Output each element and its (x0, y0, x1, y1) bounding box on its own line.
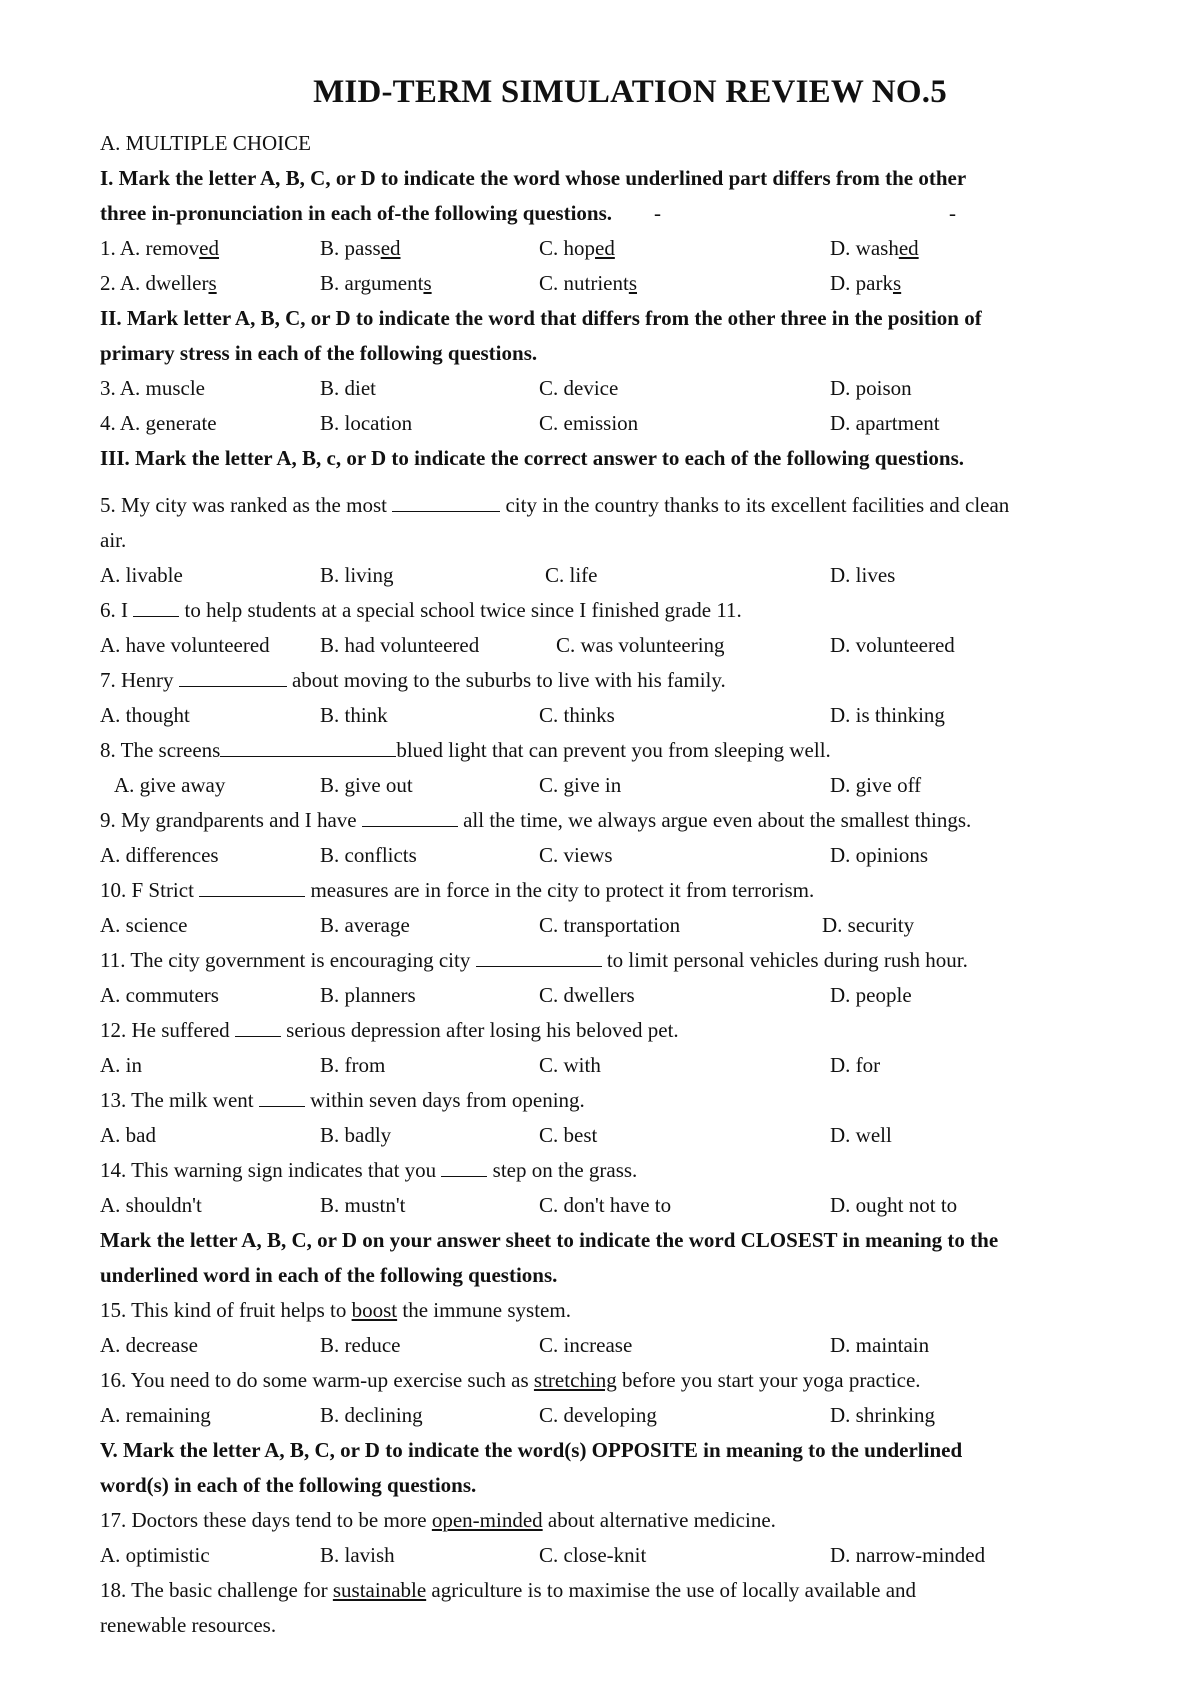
q2-option-d-text: D. park (830, 271, 893, 295)
q13-option-c[interactable]: C. best (539, 1123, 598, 1147)
q18-stem-end: agriculture is to maximise the use of locally available and (431, 1578, 917, 1602)
q8-options (100, 768, 1160, 803)
q6-options (100, 628, 1160, 663)
q5-options (100, 558, 1160, 593)
q13-blank[interactable] (259, 1084, 305, 1107)
q2-option-c-underlined: s (628, 271, 638, 295)
q14-stem (100, 1153, 1160, 1188)
q11-option-c[interactable]: C. dwellers (539, 983, 635, 1007)
q17-option-b[interactable]: B. lavish (320, 1543, 395, 1567)
q12-stem-start: 12. He suffered (100, 1018, 230, 1042)
q2-option-c-text: C. nutrient (539, 271, 629, 295)
section-a-heading: A. MULTIPLE CHOICE (100, 131, 311, 155)
q13-stem-end: within seven days from opening. (310, 1088, 585, 1112)
q2-option-a-underlined: s (208, 271, 217, 295)
q12-option-a[interactable]: A. in (100, 1053, 142, 1077)
q7-option-d[interactable]: D. is thinking (830, 703, 945, 727)
q1-option-d[interactable] (830, 231, 919, 266)
q17-stem-start: 17. Doctors these days tend to be more (100, 1508, 427, 1532)
q12-option-b[interactable]: B. from (320, 1053, 386, 1077)
q18-stem-start: 18. The basic challenge for (100, 1578, 328, 1602)
q17-option-a[interactable]: A. optimistic (100, 1543, 210, 1567)
q1-option-c[interactable] (539, 231, 615, 266)
q6-option-c[interactable]: C. was volunteering (556, 633, 725, 657)
q9-blank[interactable] (362, 804, 458, 827)
q11-options (100, 978, 1160, 1013)
q6-stem-start: 6. I (100, 598, 128, 622)
q14-option-b[interactable]: B. mustn't (320, 1193, 406, 1217)
q2-option-a[interactable] (100, 266, 217, 301)
q1-option-b-underlined: ed (380, 236, 401, 260)
q5-option-a[interactable]: A. livable (100, 563, 183, 587)
q12-blank[interactable] (235, 1014, 281, 1037)
q3-option-d[interactable]: D. poison (830, 376, 912, 400)
stray-mark-2: - (949, 201, 957, 225)
worksheet-page (100, 72, 1160, 1643)
q11-blank[interactable] (476, 944, 602, 967)
q15-stem-end: the immune system. (402, 1298, 571, 1322)
q12-stem (100, 1013, 1160, 1048)
q2-option-b-text: B. argument (320, 271, 424, 295)
q14-option-a[interactable]: A. shouldn't (100, 1193, 202, 1217)
q7-options (100, 698, 1160, 733)
q17-underlined-word: open-minded (431, 1508, 543, 1532)
q3-option-a[interactable] (100, 371, 205, 406)
q13-option-d[interactable]: D. well (830, 1123, 892, 1147)
q9-option-a[interactable]: A. differences (100, 843, 219, 867)
q1-option-a[interactable] (100, 231, 219, 266)
stray-mark-1: - (654, 201, 662, 225)
part2-instruction-line2: primary stress in each of the following questions. (100, 341, 538, 365)
q13-stem (100, 1083, 1160, 1118)
q3-option-a-text: A. muscle (119, 376, 205, 400)
q11-option-d[interactable]: D. people (830, 983, 912, 1007)
q10-stem-start: 10. F Strict (100, 878, 194, 902)
q5-stem-end: city in the country thanks to its excellent facilities and clean (505, 493, 1010, 517)
q9-stem (100, 803, 1160, 838)
q6-option-b[interactable]: B. had volunteered (320, 633, 480, 657)
q7-stem (100, 663, 1160, 698)
q1-option-c-underlined: ed (595, 236, 615, 260)
q1-option-b-text: B. pass (320, 236, 381, 260)
q4-option-a[interactable] (100, 406, 217, 441)
q3-option-c[interactable]: C. device (539, 376, 619, 400)
q14-option-c[interactable]: C. don't have to (539, 1193, 672, 1217)
q10-stem-end: measures are in force in the city to protect it from terrorism. (310, 878, 815, 902)
q13-option-a[interactable]: A. bad (100, 1123, 156, 1147)
q8-blank[interactable] (220, 734, 396, 757)
q10-option-c[interactable]: C. transportation (539, 913, 681, 937)
q6-option-d[interactable]: D. volunteered (830, 633, 955, 657)
part5-instruction-line1: V. Mark the letter A, B, C, or D to indicate the word(s) OPPOSITE in meaning to the underlined (100, 1438, 963, 1462)
part1-instruction-line1: I. Mark the letter A, B, C, or D to indicate the word whose underlined part differs from the other (100, 166, 967, 190)
q1-option-b[interactable] (320, 231, 401, 266)
q15-option-b[interactable]: B. reduce (320, 1333, 401, 1357)
q16-option-b[interactable]: B. declining (320, 1403, 423, 1427)
q7-stem-start: 7. Henry (100, 668, 174, 692)
q2-option-d[interactable] (830, 266, 901, 301)
q12-options (100, 1048, 1160, 1083)
q12-stem-end: serious depression after losing his beloved pet. (286, 1018, 679, 1042)
q13-option-b[interactable]: B. badly (320, 1123, 392, 1147)
q10-stem (100, 873, 1160, 908)
part3-instruction: III. Mark the letter A, B, c, or D to indicate the correct answer to each of the following questions. (100, 446, 964, 470)
q3-options (100, 371, 1160, 406)
q16-underlined-word: stretching (533, 1368, 617, 1392)
q3-number: 3. (100, 376, 116, 400)
q8-option-b[interactable]: B. give out (320, 773, 413, 797)
q16-stem-end: before you start your yoga practice. (621, 1368, 921, 1392)
q4-options (100, 406, 1160, 441)
q7-option-a[interactable]: A. thought (100, 703, 190, 727)
q2-options (100, 266, 1160, 301)
q6-stem-end: to help students at a special school twice since I finished grade 11. (184, 598, 742, 622)
q6-option-a[interactable]: A. have volunteered (100, 633, 270, 657)
q2-number: 2. (100, 271, 116, 295)
q17-option-c[interactable]: C. close-knit (539, 1543, 647, 1567)
q1-number: 1. (100, 236, 116, 260)
q4-option-b[interactable]: B. location (320, 411, 413, 435)
q13-stem-start: 13. The milk went (100, 1088, 254, 1112)
q16-options (100, 1398, 1160, 1433)
q5-option-c[interactable]: C. life (545, 563, 598, 587)
q5-blank[interactable] (392, 489, 500, 512)
q16-option-d[interactable]: D. shrinking (830, 1403, 935, 1427)
q18-underlined-word: sustainable (332, 1578, 427, 1602)
q16-option-c[interactable]: C. developing (539, 1403, 657, 1427)
q9-stem-start: 9. My grandparents and I have (100, 808, 357, 832)
q17-option-d[interactable]: D. narrow-minded (830, 1543, 986, 1567)
q1-option-d-text: D. wash (830, 236, 899, 260)
q14-option-d[interactable]: D. ought not to (830, 1193, 958, 1217)
q18-stem-continued: renewable resources. (100, 1613, 277, 1637)
q8-stem-end: blued light that can prevent you from sleeping well. (396, 738, 831, 762)
page-title: MID-TERM SIMULATION REVIEW NO.5 (313, 74, 947, 110)
q8-option-a[interactable]: A. give away (114, 773, 226, 797)
part5-instruction-line2: word(s) in each of the following questions. (100, 1473, 477, 1497)
q9-option-d[interactable]: D. opinions (830, 843, 929, 867)
part2-instruction-line1: II. Mark letter A, B, C, or D to indicate the word that differs from the other three in the position of (100, 306, 982, 330)
q15-stem (100, 1293, 1160, 1328)
q10-option-b[interactable]: B. average (320, 913, 410, 937)
q4-number: 4. (100, 411, 116, 435)
q11-stem-start: 11. The city government is encouraging city (100, 948, 471, 972)
q5-stem-continued: air. (100, 528, 127, 552)
q11-stem (100, 943, 1160, 978)
q12-option-d[interactable]: D. for (830, 1053, 881, 1077)
q17-stem (100, 1503, 1160, 1538)
q5-stem-start: 5. My city was ranked as the most (100, 493, 387, 517)
q1-option-d-underlined: ed (898, 236, 919, 260)
q13-options (100, 1118, 1160, 1153)
q8-stem-start: 8. The screens (100, 738, 221, 762)
q6-blank[interactable] (133, 594, 179, 617)
q15-options (100, 1328, 1160, 1363)
q14-blank[interactable] (441, 1154, 487, 1177)
q10-options (100, 908, 1160, 943)
q11-option-a[interactable]: A. commuters (100, 983, 219, 1007)
q14-stem-end: step on the grass. (492, 1158, 638, 1182)
q5-option-b[interactable]: B. living (320, 563, 394, 587)
q14-stem-start: 14. This warning sign indicates that you (100, 1158, 437, 1182)
q2-option-a-text: A. dweller (119, 271, 209, 295)
q12-option-c[interactable]: C. with (539, 1053, 601, 1077)
q5-option-d[interactable]: D. lives (830, 563, 896, 587)
q7-blank[interactable] (179, 664, 287, 687)
q9-option-c[interactable]: C. views (539, 843, 613, 867)
q3-option-b[interactable]: B. diet (320, 376, 376, 400)
q2-option-b[interactable] (320, 266, 432, 301)
q4-option-d[interactable]: D. apartment (830, 411, 940, 435)
q7-option-c[interactable]: C. thinks (539, 703, 615, 727)
q7-option-b[interactable]: B. think (320, 703, 388, 727)
q4-option-c[interactable]: C. emission (539, 411, 639, 435)
q18-stem (100, 1573, 1160, 1608)
q17-stem-end: about alternative medicine. (547, 1508, 776, 1532)
q14-options (100, 1188, 1160, 1223)
part4-instruction-line2: underlined word in each of the following questions. (100, 1263, 558, 1287)
q16-option-a[interactable]: A. remaining (100, 1403, 211, 1427)
q15-stem-start: 15. This kind of fruit helps to (100, 1298, 347, 1322)
q7-stem-end: about moving to the suburbs to live with his family. (291, 668, 726, 692)
q6-stem (100, 593, 1160, 628)
q1-option-c-text: C. hop (539, 236, 596, 260)
q1-option-a-underlined: ed (199, 236, 219, 260)
part4-instruction-line1: Mark the letter A, B, C, or D on your answer sheet to indicate the word CLOSEST in meaning to the (100, 1228, 999, 1252)
q9-stem-end: all the time, we always argue even about the smallest things. (463, 808, 972, 832)
q8-stem (100, 733, 1160, 768)
q11-stem-end: to limit personal vehicles during rush hour. (606, 948, 968, 972)
q1-option-a-text: A. remov (119, 236, 200, 260)
q16-stem-start: 16. You need to do some warm-up exercise such as (100, 1368, 529, 1392)
q10-option-d[interactable]: D. security (822, 913, 915, 937)
part1-instruction-text: three in-pronunciation in each of-the following questions. (100, 201, 613, 225)
q17-options (100, 1538, 1160, 1573)
q16-stem (100, 1363, 1160, 1398)
q15-underlined-word: boost (351, 1298, 398, 1322)
q10-option-a[interactable]: A. science (100, 913, 188, 937)
q15-option-a[interactable]: A. decrease (100, 1333, 198, 1357)
q15-option-c[interactable]: C. increase (539, 1333, 633, 1357)
q1-options (100, 231, 1160, 266)
q5-stem (100, 488, 1160, 523)
q10-blank[interactable] (199, 874, 305, 897)
q2-option-c[interactable] (539, 266, 637, 301)
q9-options (100, 838, 1160, 873)
q9-option-b[interactable]: B. conflicts (320, 843, 417, 867)
q8-option-c[interactable]: C. give in (539, 773, 622, 797)
q15-option-d[interactable]: D. maintain (830, 1333, 930, 1357)
q11-option-b[interactable]: B. planners (320, 983, 416, 1007)
q8-option-d[interactable]: D. give off (830, 773, 922, 797)
q4-option-a-text: A. generate (119, 411, 217, 435)
q2-option-d-underlined: s (892, 271, 902, 295)
q2-option-b-underlined: s (423, 271, 432, 295)
part1-instruction-line2 (100, 196, 1160, 231)
